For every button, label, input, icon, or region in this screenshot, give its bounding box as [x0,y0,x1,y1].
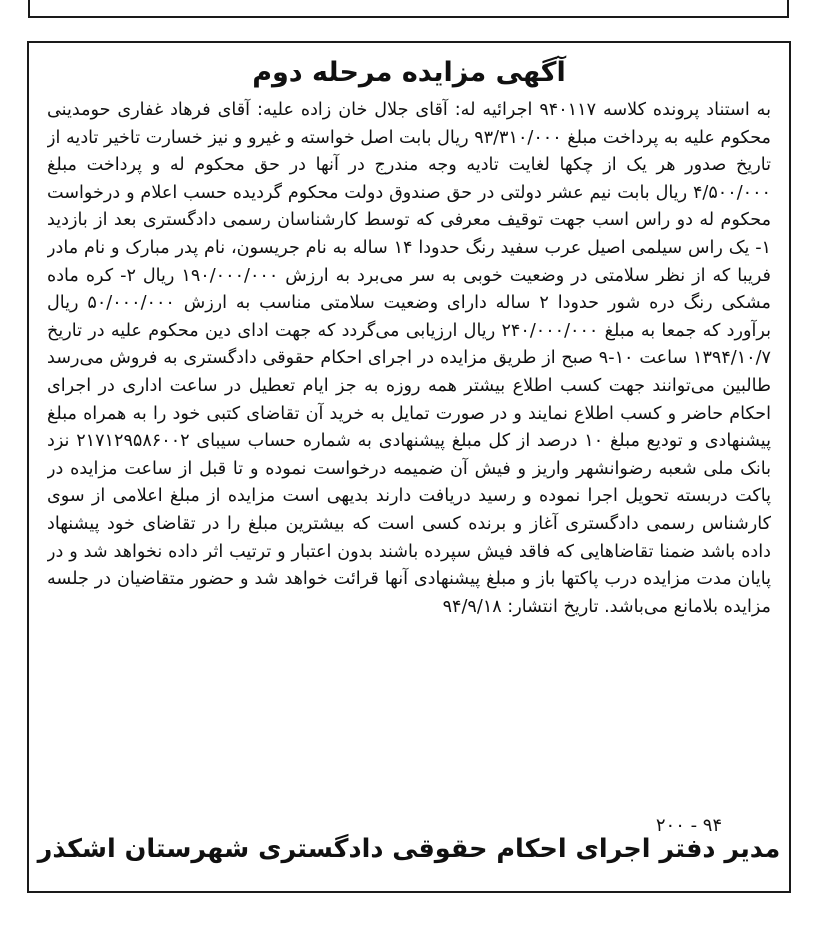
notice-body-paragraph: به استناد پرونده کلاسه ۹۴۰۱۱۷ اجرائیه له: آقای جلال خان زاده علیه: آقای فرهاد غفاری حومدینی محکوم علیه به پرداخت مبلغ ۹۳/۳۱۰/۰۰۰ ریال بابت اصل خواسته و غیرو و نیز خسارت تاخیر تادیه از تاریخ صدور هر یک از چکها لغایت تادیه وجه مندرج در آنها در حق محکوم له و پرداخت مبلغ ۴/۵۰۰/۰۰۰ ریال بابت نیم عشر دولتی در حق صندوق دولت محکوم گردیده حسب اعلام و درخواست محکوم له دو راس اسب جهت توقیف معرفی که توسط کارشناسان رسمی دادگستری بعد از بازدید ۱- یک راس سیلمی اصیل عرب سفید رنگ حدودا ۱۴ ساله به نام جریسون، نام پدر مبارک و نام مادر فریبا که از نظر سلامتی در وضعیت خوبی به سر می‌برد به ارزش ۱۹۰/۰۰۰/۰۰۰ ریال ۲- کره ماده مشکی رنگ دره شور حدودا ۲ ساله دارای وضعیت سلامتی مناسب به ارزش ۵۰/۰۰۰/۰۰۰ ریال برآورد که جمعا به مبلغ ۲۴۰/۰۰۰/۰۰۰ ریال ارزیابی می‌گردد که جهت ادای دین محکوم علیه در تاریخ ۱۳۹۴/۱۰/۷ ساعت ۱۰-۹ صبح از طریق مزایده در اجرای احکام حقوقی دادگستری به فروش می‌رسد طالبین می‌توانند جهت کسب اطلاع بیشتر همه روزه به جز ایام تعطیل در ساعت اداری در اجرای احکام حاضر و کسب اطلاع نمایند و در صورت تمایل به خرید آن تقاضای کتبی خود را به همراه مبلغ پیشنهادی و تودیع مبلغ ۱۰ درصد از کل مبلغ پیشنهادی به شماره حساب سیبای ۲۱۷۱۲۹۵۸۶۰۰۲ نزد بانک ملی شعبه رضوانشهر واریز و فیش آن ضمیمه درخواست نموده و تا قبل از ساعت مزایده در پاکت دربسته تحویل اجرا نموده و رسید دریافت دارند بدیهی است مزایده از مبلغ اعلامی از سوی کارشناس رسمی دادگستری آغاز و برنده کسی است که بیشترین مبلغ را در تقاضای خود پیشنهاد داده باشد ضمنا تقاضاهایی که فاقد فیش سپرده باشند بدون اعتبار و ترتیب اثر داده نخواهد شد و در پایان مدت مزایده درب پاکتها باز و مبلغ پیشنهادی آنها قرائت خواهد شد و حضور متقاضیان در جلسه مزایده بلامانع می‌باشد. تاریخ انتشار: ۹۴/۹/۱۸ [47,100,771,617]
auction-notice-box [27,41,791,893]
previous-notice-box-bottom [28,0,789,18]
notice-title: آگهی مزایده مرحله دوم [252,57,566,88]
notice-body [47,97,771,813]
notice-signature: مدیر دفتر اجرای احکام حقوقی دادگستری شهرستان اشکذر [37,834,781,864]
notice-reference-code: ۲۰۰ - ۹۴ [655,815,723,836]
